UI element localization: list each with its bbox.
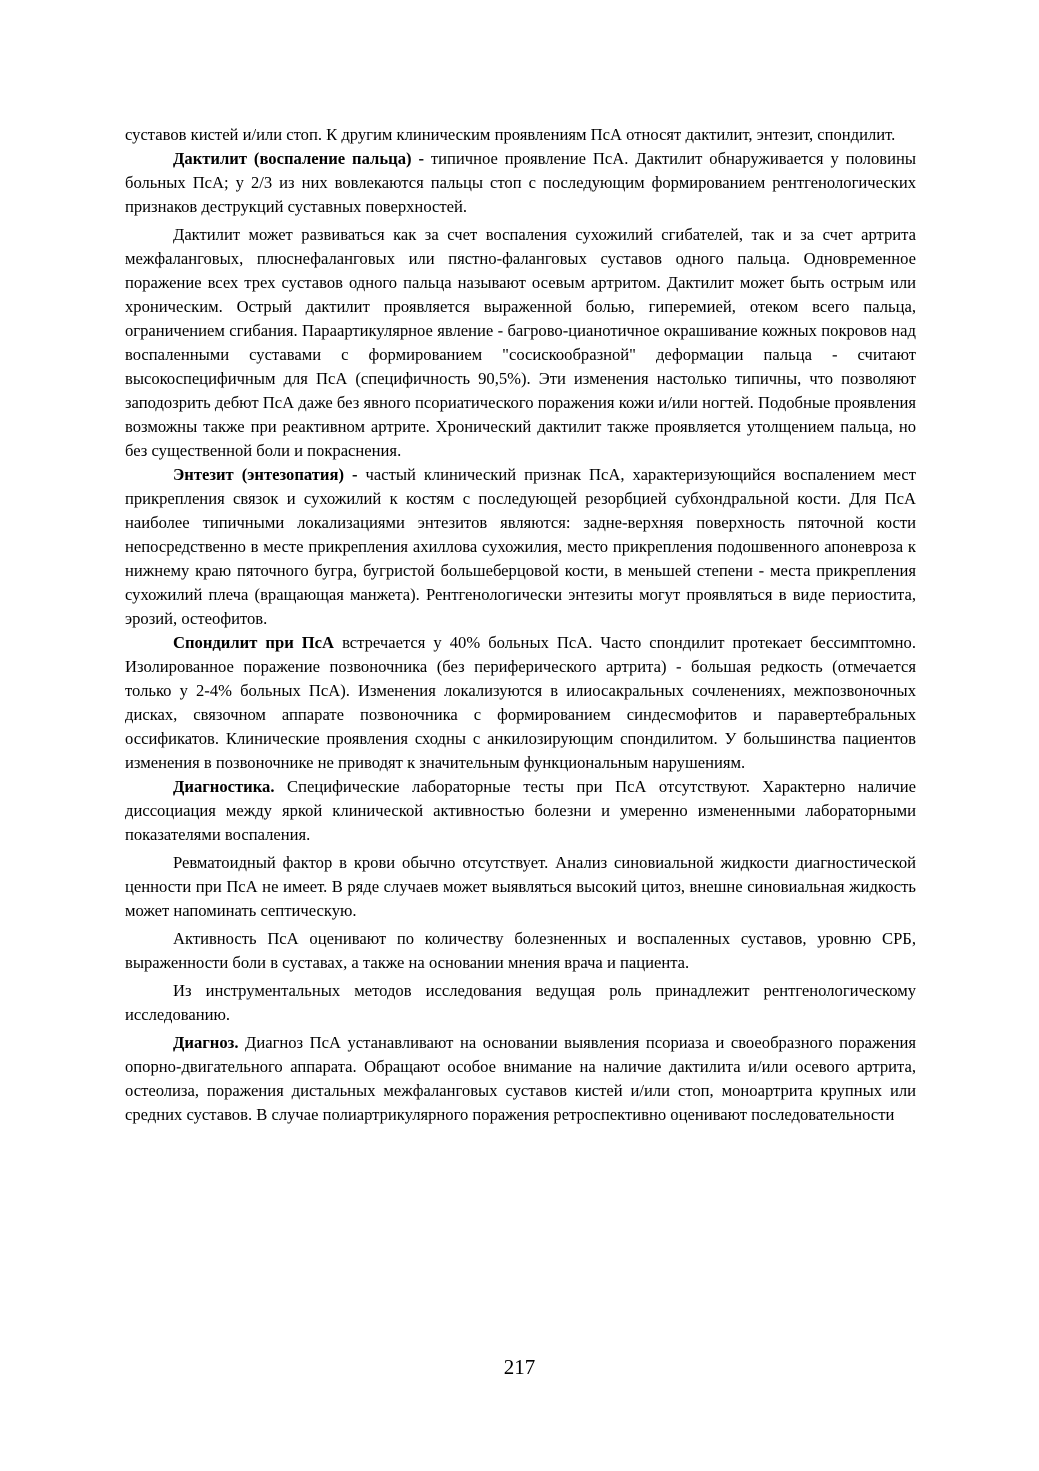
paragraph-text: Из инструментальных методов исследования ведущая роль принадлежит рентгенологическому исследованию. — [125, 981, 916, 1024]
term-enthesitis: Энтезит (энтезопатия) - — [173, 465, 358, 484]
paragraph-dactylitis-details — [125, 223, 916, 463]
paragraph-text: суставов кистей и/или стоп. К другим клиническим проявлениям ПсА относят дактилит, энтезит, спондилит. — [125, 125, 896, 144]
term-spondylitis: Спондилит при ПсА — [173, 633, 335, 652]
page-body — [125, 123, 916, 1127]
paragraph-text: Дактилит может развиваться как за счет воспаления сухожилий сгибателей, так и за счет артрита межфаланговых, плюснефаланговых или пястно-фаланговых суставов одного пальца. Одновременное поражение всех трех суставов одного пальца называют осевым артритом. Дактилит может быть острым или хроническим. Острый дактилит проявляется выраженной болью, гиперемией, отеком всего пальца, ограничением сгибания. Параартикулярное явление - багрово-цианотичное окрашивание кожных покровов над воспаленными суставами с формированием "сосискообразной" деформации пальца - считают высокоспецифичным для ПсА (специфичность 90,5%). Эти изменения настолько типичны, что позволяют заподозрить дебют ПсА даже без явного псориатического поражения кожи и/или ногтей. Подобные проявления возможны также при реактивном артрите. Хронический дактилит также проявляется утолщением пальца, но без существенной боли и покраснения. — [125, 225, 916, 460]
paragraph-diagnosis — [125, 1031, 916, 1127]
paragraph-rheumatoid-factor — [125, 851, 916, 923]
paragraph-text: частый клинический признак ПсА, характеризующийся воспалением мест прикрепления связок и сухожилий к костям с последующей резорбцией субхондральной кости. Для ПсА наиболее типичными локализациями энтезитов являются: задне-верхняя поверхность пяточной кости непосредственно в месте прикрепления ахиллова сухожилия, место прикрепления подошвенного апоневроза к нижнему краю пяточного бугра, бугристой большеберцовой кости, в меньшей степени - места прикрепления сухожилий плеча (вращающая манжета). Рентгенологически энтезиты могут проявляться в виде периостита, эрозий, остеофитов. — [125, 465, 916, 628]
paragraph-text: Активность ПсА оценивают по количеству болезненных и воспаленных суставов, уровню СРБ, выраженности боли в суставах, а также на основании мнения врача и пациента. — [125, 929, 916, 972]
term-diagnosis: Диагноз. — [173, 1033, 239, 1052]
paragraph-spondylitis — [125, 631, 916, 775]
paragraph-enthesitis — [125, 463, 916, 631]
paragraph-text: Специфические лабораторные тесты при ПсА отсутствуют. Характерно наличие диссоциация между яркой клинической активностью болезни и умеренно измененными лабораторными показателями воспаления. — [125, 777, 916, 844]
paragraph-text: встречается у 40% больных ПсА. Часто спондилит протекает бессимптомно. Изолированное поражение позвоночника (без периферического артрита) - большая редкость (отмечается только у 2-4% больных ПсА). Изменения локализуются в илиосакральных сочленениях, межпозвоночных дисках, связочном аппарате позвоночника с формированием синдесмофитов и паравертебральных оссификатов. Клинические проявления сходны с анкилозирующим спондилитом. У большинства пациентов изменения в позвоночнике не приводят к значительным функциональным нарушениям. — [125, 633, 916, 772]
paragraph-text: типичное проявление ПсА. Дактилит обнаруживается у половины больных ПсА; у 2/3 из них вовлекаются пальцы стоп с последующим формированием рентгенологических признаков деструкций суставных поверхностей. — [125, 149, 916, 216]
term-dactylitis: Дактилит (воспаление пальца) - — [173, 149, 424, 168]
paragraph-dactylitis — [125, 147, 916, 219]
term-diagnostics: Диагностика. — [173, 777, 275, 796]
paragraph-continuation — [125, 123, 916, 147]
paragraph-activity — [125, 927, 916, 975]
paragraph-instrumental — [125, 979, 916, 1027]
page-number: 217 — [503, 1355, 536, 1379]
paragraph-text: Ревматоидный фактор в крови обычно отсутствует. Анализ синовиальной жидкости диагностической ценности при ПсА не имеет. В ряде случаев может выявляться высокий цитоз, внешне синовиальная жидкость может напоминать септическую. — [125, 853, 916, 920]
paragraph-text: Диагноз ПсА устанавливают на основании выявления псориаза и своеобразного поражения опорно-двигательного аппарата. Обращают особое внимание на наличие дактилита и/или осевого артрита, остеолиза, поражения дистальных межфаланговых суставов кистей и/или стоп, моноартрита крупных или средних суставов. В случае полиартрикулярного поражения ретроспективно оценивают последовательности — [125, 1033, 916, 1124]
paragraph-diagnostics — [125, 775, 916, 847]
